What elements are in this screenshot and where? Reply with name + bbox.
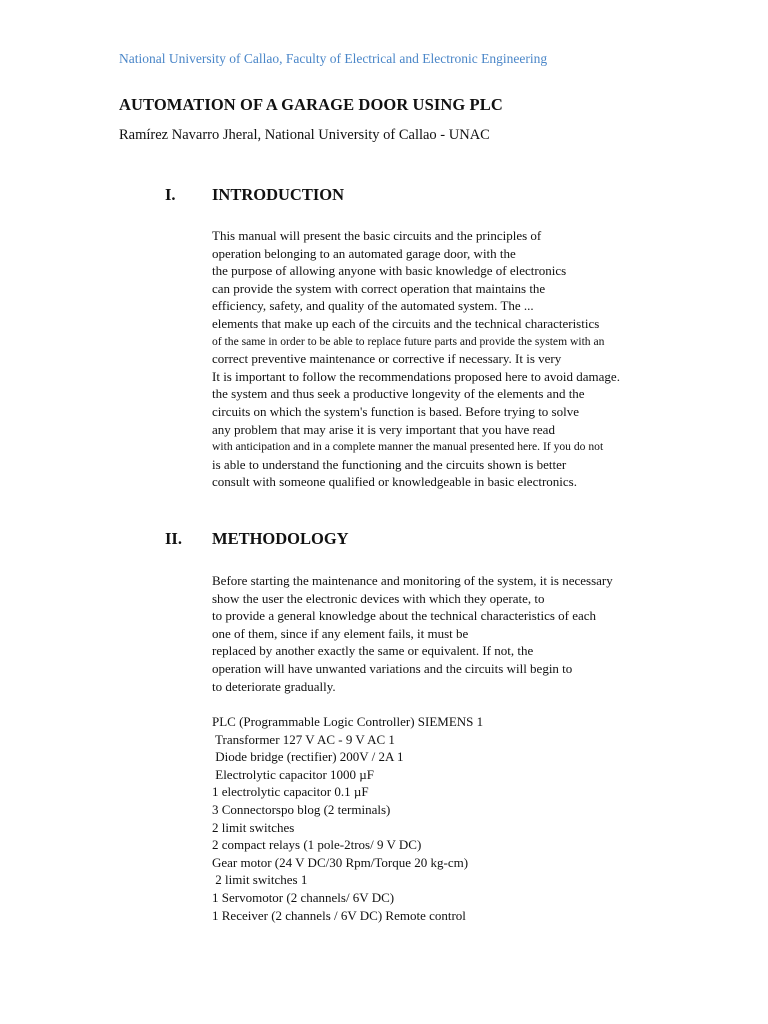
component-item: 2 limit switches [212,819,295,835]
paragraph-line: to provide a general knowledge about the technical characteristics of each [212,608,597,624]
component-item: 3 Connectorspo blog (2 terminals) [212,801,391,817]
paragraph-line: is able to understand the functioning and the circuits shown is better [212,456,567,472]
section-title-introduction: INTRODUCTION [212,185,345,204]
component-item: Electrolytic capacitor 1000 µF [212,766,374,782]
component-item: Diode bridge (rectifier) 200V / 2A 1 [212,749,404,765]
paragraph-line: consult with someone qualified or knowledgeable in basic electronics. [212,474,577,490]
running-head: National University of Callao, Faculty of Electrical and Electronic Engineering [119,51,548,66]
section-number-introduction: I. [165,185,176,204]
paragraph-line: operation will have unwanted variations and the circuits will begin to [212,660,573,676]
methodology-paragraph [212,572,672,695]
paragraph-line: This manual will present the basic circuits and the principles of [212,228,542,243]
paragraph-line: the system and thus seek a productive longevity of the elements and the [212,386,585,402]
component-item: PLC (Programmable Logic Controller) SIEMENS 1 [212,714,484,729]
paragraph-line: elements that make up each of the circuits and the technical characteristics [212,315,600,331]
paragraph-line: operation belonging to an automated garage door, with the [212,245,516,261]
paragraph-line: to deteriorate gradually. [212,678,336,694]
paragraph-line: show the user the electronic devices with which they operate, to [212,590,545,606]
paragraph-line: can provide the system with correct operation that maintains the [212,280,546,296]
paragraph-line: one of them, since if any element fails, it must be [212,625,469,641]
paragraph-line: replaced by another exactly the same or equivalent. If not, the [212,643,534,659]
paragraph-line: Before starting the maintenance and monitoring of the system, it is necessary [212,573,613,588]
paragraph-line: efficiency, safety, and quality of the automated system. The ... [212,298,534,314]
component-item: Transformer 127 V AC - 9 V AC 1 [212,731,395,747]
paragraph-line: any problem that may arise it is very important that you have read [212,421,555,437]
component-item: 2 compact relays (1 pole-2tros/ 9 V DC) [212,837,422,853]
paragraph-line: with anticipation and in a complete manner the manual presented here. If you do not [212,440,604,454]
paragraph-line: of the same in order to be able to replace future parts and provide the system with an [212,334,605,348]
component-item: 1 Servomotor (2 channels/ 6V DC) [212,889,395,905]
component-item: Gear motor (24 V DC/30 Rpm/Torque 20 kg-cm) [212,854,469,870]
paragraph-line: circuits on which the system's function is based. Before trying to solve [212,403,579,419]
document-title: AUTOMATION OF A GARAGE DOOR USING PLC [119,95,503,114]
paragraph-line: the purpose of allowing anyone with basic knowledge of electronics [212,263,567,279]
introduction-paragraph [212,227,672,491]
paragraph-line: correct preventive maintenance or corrective if necessary. It is very [212,351,562,367]
component-item: 2 limit switches 1 [212,872,308,888]
section-title-methodology: METHODOLOGY [212,529,349,548]
paragraph-line: It is important to follow the recommendations proposed here to avoid damage. [212,368,620,384]
section-number-methodology: II. [165,529,182,548]
component-item: 1 Receiver (2 channels / 6V DC) Remote control [212,907,466,923]
component-item: 1 electrolytic capacitor 0.1 µF [212,784,369,800]
author-line: Ramírez Navarro Jheral, National University of Callao - UNAC [119,127,490,143]
components-list [212,713,672,924]
